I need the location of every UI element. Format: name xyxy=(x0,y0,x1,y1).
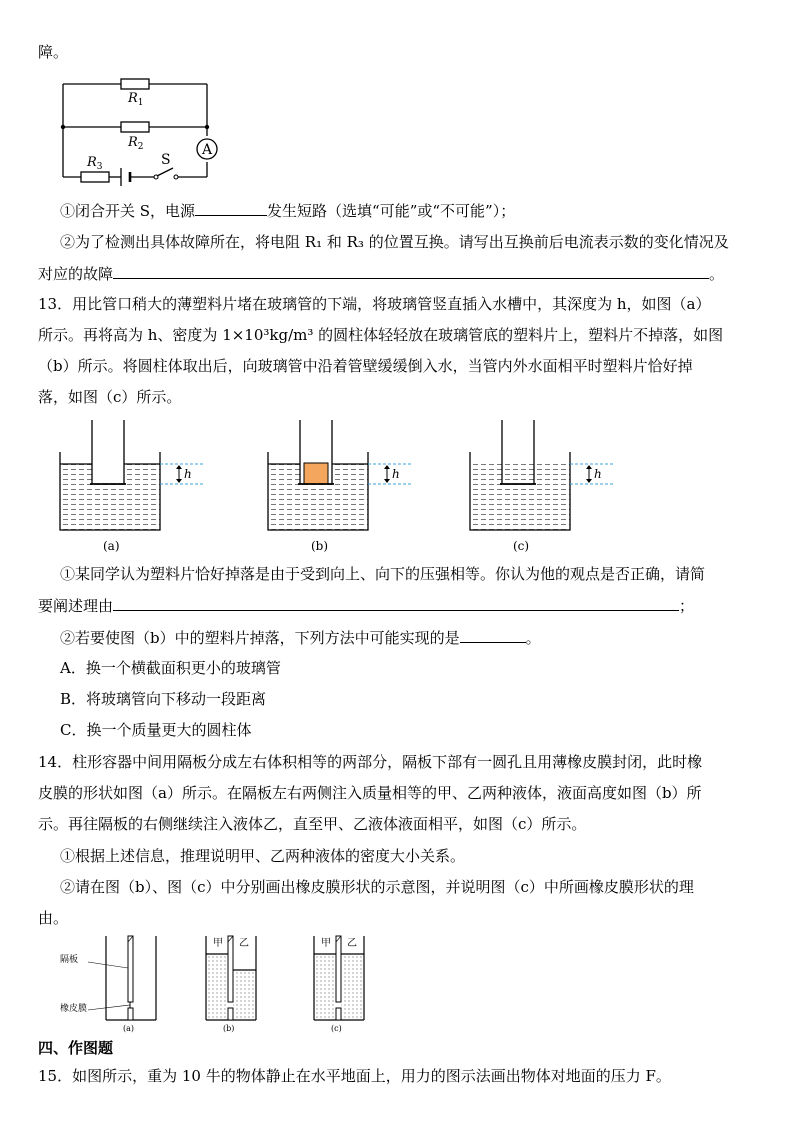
resistor-r2 xyxy=(121,122,149,132)
text-line: 要阐述理由 ； xyxy=(38,597,695,615)
resistor-r1 xyxy=(121,79,149,89)
switch-contact xyxy=(154,175,158,179)
resistor-r3 xyxy=(81,172,109,182)
option-a: A．换一个横截面积更小的玻璃管 xyxy=(60,659,281,677)
answer-blank[interactable] xyxy=(460,627,526,643)
junction-dot xyxy=(61,125,65,129)
option-b: B．将玻璃管向下移动一段距离 xyxy=(60,690,267,708)
cylinder xyxy=(304,463,328,484)
r3-label: $R_3$ xyxy=(87,155,103,172)
membrane-label: 橡皮膜 xyxy=(60,1004,88,1014)
text-line: 13．用比管口稍大的薄塑料片堵在玻璃管的下端，将玻璃管竖直插入水槽中，其深度为 h，如图（a） xyxy=(38,295,711,313)
text-line: 14．柱形容器中间用隔板分成左右体积相等的两部分，隔板下部有一圆孔且用薄橡皮膜封闭，此时橡 xyxy=(38,753,703,771)
figure-13a xyxy=(60,420,203,553)
partition-label: 隔板 xyxy=(60,955,79,965)
text-line: ②若要使图（b）中的塑料片掉落，下列方法中可能实现的是 。 xyxy=(60,629,541,647)
switch-label: S xyxy=(161,152,171,168)
text-line: ②为了检测出具体故障所在，将电阻 R₁ 和 R₃ 的位置互换。请写出互换前后电流表示数的变化情况及 xyxy=(60,233,729,251)
liquid-yi-label: 乙 xyxy=(239,938,249,949)
figure-label: (a) xyxy=(103,539,120,553)
text-line: 落，如图（c）所示。 xyxy=(38,388,182,406)
figure-13c xyxy=(470,420,613,553)
text-line: 皮膜的形状如图（a）所示。在隔板左右两侧注入质量相等的甲、乙两种液体，液面高度如图（b）所 xyxy=(38,784,702,802)
liquid-jia-label: 甲 xyxy=(213,938,223,949)
option-c: C．换一个质量更大的圆柱体 xyxy=(60,721,252,739)
junction-dot xyxy=(205,125,209,129)
r2-label: $R_2$ xyxy=(128,135,144,152)
answer-blank[interactable] xyxy=(195,200,267,216)
figure-label: (a) xyxy=(123,1024,135,1033)
switch-contact xyxy=(174,175,178,179)
answer-blank[interactable] xyxy=(113,263,709,279)
text-line: 示。再往隔板的右侧继续注入液体乙，直至甲、乙液体液面相平，如图（c）所示。 xyxy=(38,815,587,833)
figure-14c xyxy=(314,936,364,1033)
text-line: ①某同学认为塑料片恰好掉落是由于受到向上、向下的压强相等。你认为他的观点是否正确，请简 xyxy=(60,565,706,583)
answer-blank[interactable] xyxy=(113,595,679,611)
figure-13b xyxy=(268,420,411,553)
liquid-jia-label: 甲 xyxy=(321,938,331,949)
figure-14 xyxy=(60,932,390,1034)
text-line: ①根据上述信息，推理说明甲、乙两种液体的密度大小关系。 xyxy=(60,847,466,865)
h-label: h xyxy=(184,467,192,481)
section-heading: 四、作图题 xyxy=(38,1039,114,1057)
h-label: h xyxy=(392,467,400,481)
battery xyxy=(121,168,130,186)
figure-label: (c) xyxy=(513,539,530,553)
r1-label: $R_1$ xyxy=(128,91,144,108)
text-line: （b）所示。将圆柱体取出后，向玻璃管中沿着管壁缓缓倒入水，当管内外水面相平时塑料片恰好掉 xyxy=(38,357,693,375)
text-line: ②请在图（b）、图（c）中分别画出橡皮膜形状的示意图，并说明图（c）中所画橡皮膜形状的理 xyxy=(60,878,694,896)
figure-13 xyxy=(55,412,625,557)
figure-14a xyxy=(60,936,156,1033)
ammeter-label: A xyxy=(201,142,213,158)
liquid-yi-label: 乙 xyxy=(347,938,357,949)
text-line: 对应的故障 。 xyxy=(38,265,725,283)
figure-14b xyxy=(206,936,256,1033)
h-label: h xyxy=(594,467,602,481)
figure-label: (b) xyxy=(311,539,329,553)
text-line: 15．如图所示，重为 10 牛的物体静止在水平地面上，用力的图示法画出物体对地面的压力 F。 xyxy=(38,1067,671,1085)
figure-label: (c) xyxy=(331,1024,342,1033)
text-line: 所示。再将高为 h、密度为 1×10³kg/m³ 的圆柱体轻轻放在玻璃管底的塑料片上，塑料片不掉落，如图 xyxy=(38,326,724,344)
text-line: 由。 xyxy=(38,909,69,927)
text-line: 障。 xyxy=(38,43,69,61)
circuit-diagram xyxy=(55,70,225,185)
text-line: ①闭合开关 S，电源 发生短路（选填“可能”或“不可能”）； xyxy=(60,202,516,220)
figure-label: (b) xyxy=(223,1024,235,1033)
